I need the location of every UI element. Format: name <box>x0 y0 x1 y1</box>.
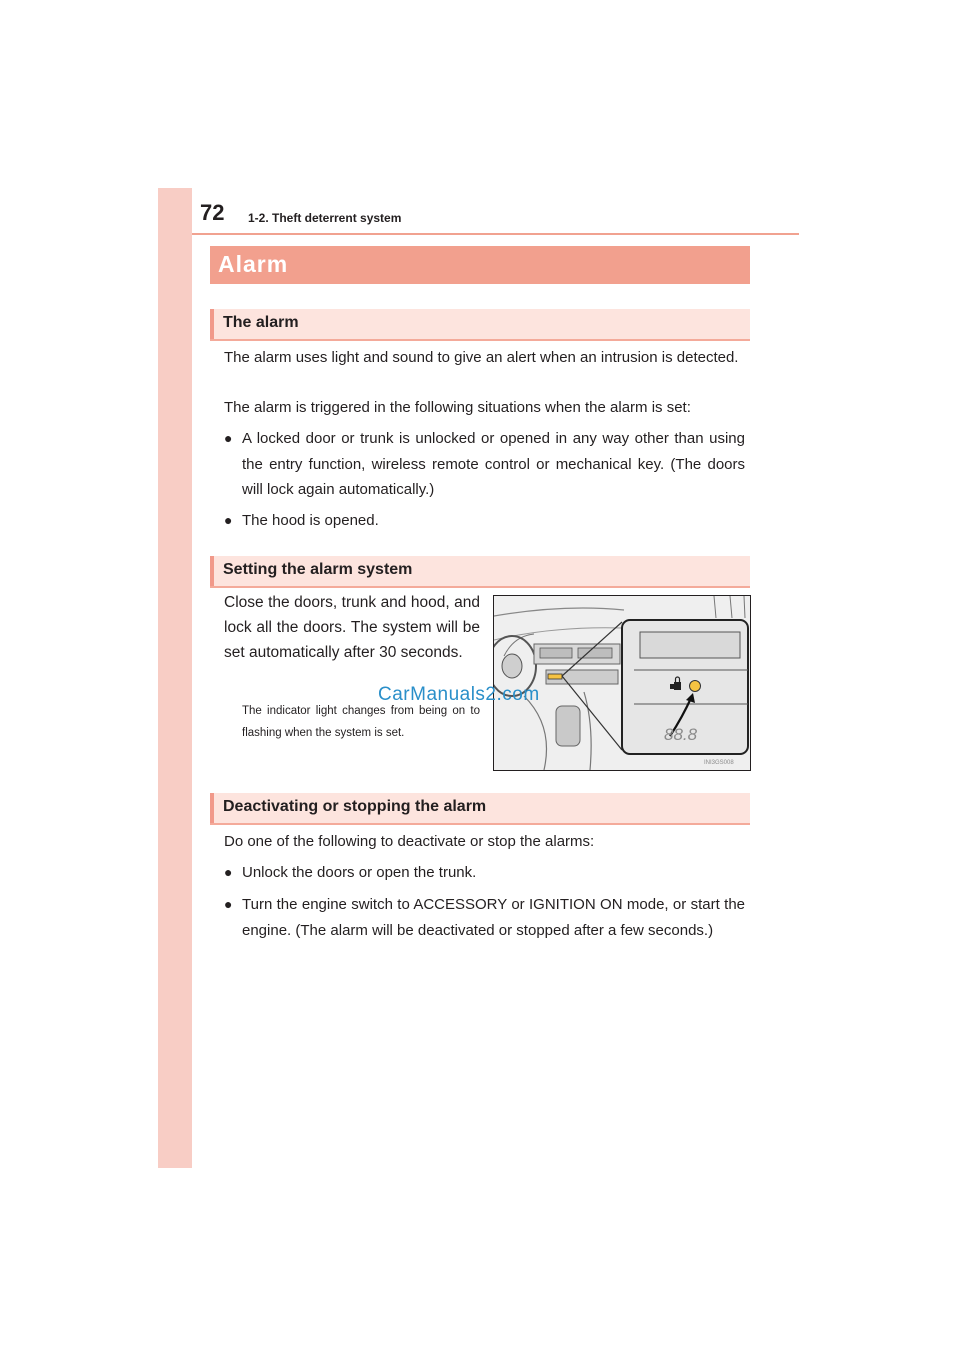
alarm-trigger-text-2: The hood is opened. <box>242 512 379 529</box>
side-color-strip <box>158 188 192 1168</box>
subheading-setting-alarm <box>210 556 750 588</box>
deactivate-text-1: Unlock the doors or open the trunk. <box>242 864 477 881</box>
figure-code: INI3GS008 <box>704 760 734 766</box>
header-rule <box>192 233 799 235</box>
subheading-the-alarm <box>210 309 750 341</box>
alarm-trigger-item-2 <box>224 508 745 534</box>
alarm-trigger-text-1: A locked door or trunk is unlocked or opened in any way other than using the entry function, wireless remote control or mechanical key. (The doors will lock again automatically.) <box>242 430 745 498</box>
subheading-setting-alarm-title: Setting the alarm system <box>223 561 413 578</box>
subheading-the-alarm-title: The alarm <box>223 314 299 331</box>
watermark-logo: CarManuals2.com <box>378 684 540 705</box>
deactivate-text-2: Turn the engine switch to ACCESSORY or IGNITION ON mode, or start the engine. (The alarm will be deactivated or stopped after a few seconds.) <box>242 896 745 939</box>
deactivating-intro: Do one of the following to deactivate or stop the alarms: <box>224 833 595 850</box>
bullet-icon: ● <box>224 896 233 912</box>
alarm-intro-1: The alarm uses light and sound to give an alert when an intrusion is detected. <box>224 349 739 366</box>
setting-note: The indicator light changes from being on to flashing when the system is set. <box>242 705 480 739</box>
bullet-icon: ● <box>224 512 233 528</box>
page-number: 72 <box>200 200 225 225</box>
setting-body: Close the doors, trunk and hood, and lock all the doors. The system will be set automatically after 30 seconds. <box>224 594 480 661</box>
deactivate-item-1 <box>224 860 745 886</box>
subheading-deactivating <box>210 793 750 825</box>
bullet-icon: ● <box>224 430 233 446</box>
deactivate-item-2 <box>224 892 745 943</box>
main-heading-bar <box>210 246 750 284</box>
figure-display-readout: 88.8 <box>664 725 698 744</box>
running-header: 1-2. Theft deterrent system <box>248 211 402 225</box>
bullet-icon: ● <box>224 864 233 880</box>
subheading-deactivating-title: Deactivating or stopping the alarm <box>223 798 487 815</box>
alarm-intro-2: The alarm is triggered in the following situations when the alarm is set: <box>224 399 691 416</box>
dashboard-illustration <box>493 595 751 771</box>
main-heading: Alarm <box>218 251 289 277</box>
alarm-trigger-item-1 <box>224 426 745 503</box>
